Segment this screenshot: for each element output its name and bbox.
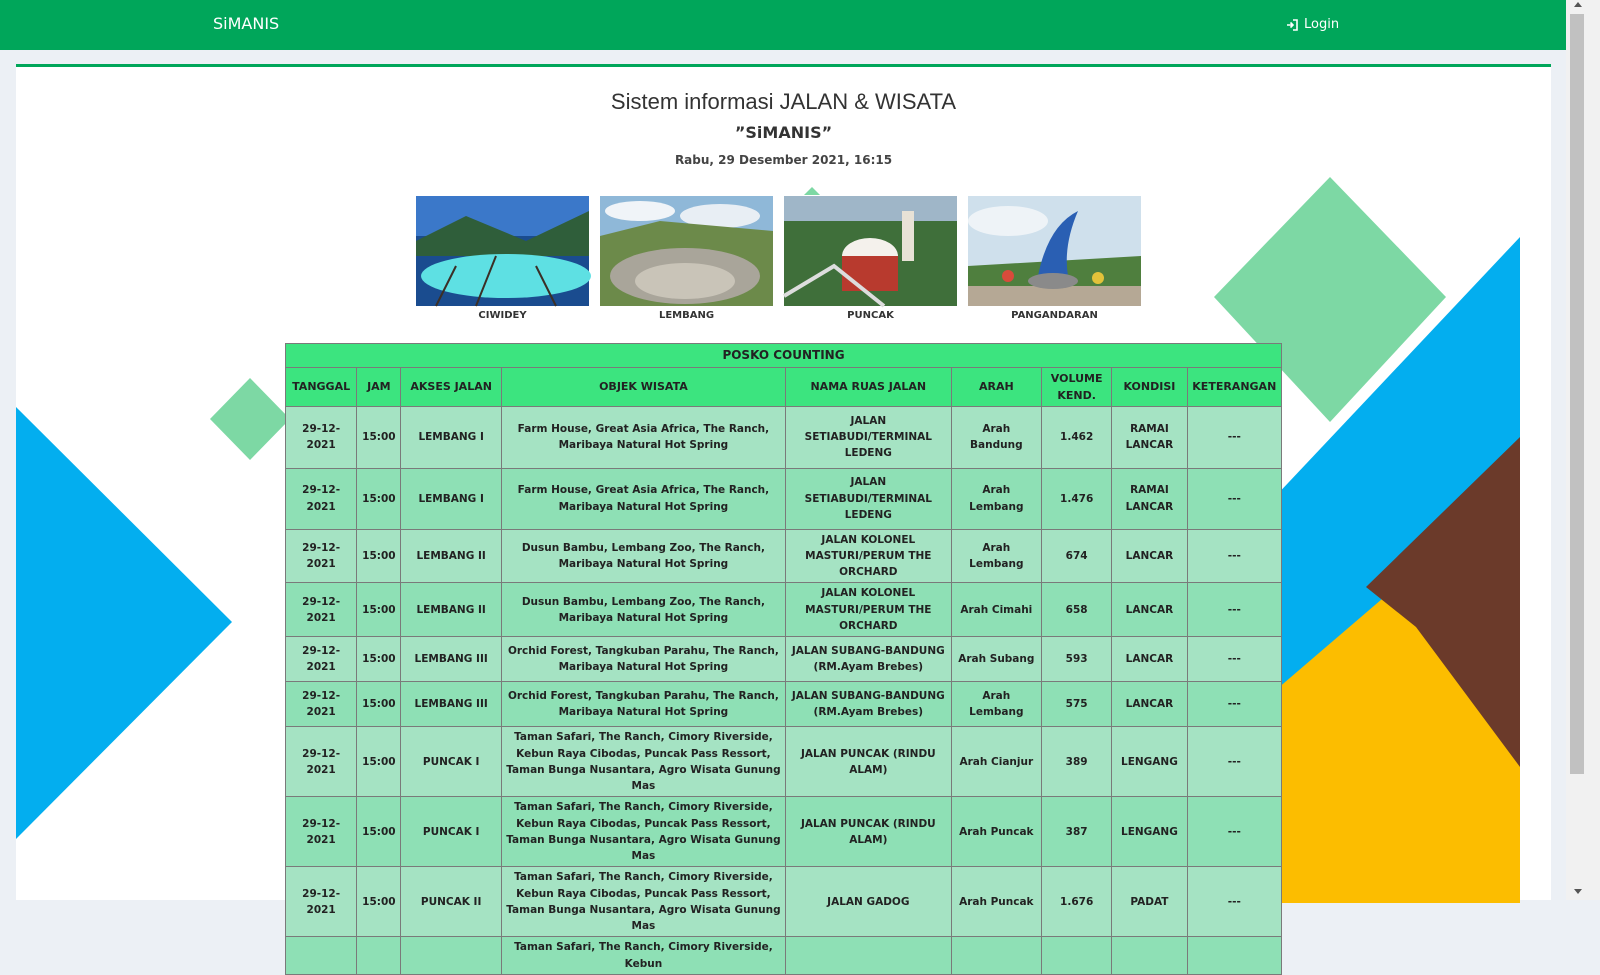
top-navbar	[0, 0, 1566, 50]
cell-nama-ruas-jalan: JALAN SUBANG-BANDUNG (RM.Ayam Brebes)	[785, 682, 951, 727]
cell-kondisi: LANCAR	[1112, 583, 1187, 637]
cell-objek-wisata: Farm House, Great Asia Africa, The Ranch, Maribaya Natural Hot Spring	[501, 468, 785, 529]
col-header-tanggal[interactable]: TANGGAL	[286, 367, 357, 406]
cell-volume: 658	[1042, 583, 1112, 637]
puncak-caption: PUNCAK	[847, 310, 894, 321]
login-label: Login	[1304, 17, 1340, 32]
cell-kondisi: PADAT	[1112, 867, 1187, 937]
lembang-caption: LEMBANG	[658, 310, 715, 321]
cell-tanggal: 29-12-2021	[286, 682, 357, 727]
cell-objek-wisata: Taman Safari, The Ranch, Cimory Riverside, Kebun Raya Cibodas, Puncak Pass Ressort, Taman Bunga Nusantara, Agro Wisata Gunung Mas	[501, 797, 785, 867]
cell-keterangan: ---	[1187, 583, 1281, 637]
destination-card-pangandaran[interactable]	[968, 196, 1141, 321]
cell-akses-jalan: PUNCAK I	[401, 797, 501, 867]
cell-keterangan: ---	[1187, 468, 1281, 529]
green-marker	[804, 187, 820, 195]
table-row	[286, 682, 1282, 727]
table-header-row	[286, 367, 1282, 406]
cell-akses-jalan: LEMBANG III	[401, 637, 501, 682]
destination-card-puncak[interactable]	[784, 196, 957, 321]
cell-volume: 1.476	[1042, 468, 1112, 529]
cell-tanggal: 29-12-2021	[286, 583, 357, 637]
page-title: Sistem informasi JALAN & WISATA	[610, 89, 957, 114]
cell-nama-ruas-jalan: JALAN SUBANG-BANDUNG (RM.Ayam Brebes)	[785, 637, 951, 682]
cell-kondisi: LENGANG	[1112, 797, 1187, 867]
table-row	[286, 583, 1282, 637]
cell-keterangan: ---	[1187, 797, 1281, 867]
posko-counting-table	[285, 343, 1282, 975]
cell-volume: 1.676	[1042, 867, 1112, 937]
cell-arah: Arah Subang	[951, 637, 1041, 682]
cell-volume: 387	[1042, 797, 1112, 867]
cell-nama-ruas-jalan: JALAN KOLONEL MASTURI/PERUM THE ORCHARD	[785, 583, 951, 637]
scroll-down-arrow-icon[interactable]	[1574, 889, 1582, 894]
cell-tanggal: 29-12-2021	[286, 727, 357, 797]
cell-arah: Arah Cimahi	[951, 583, 1041, 637]
cell-objek-wisata: Taman Safari, The Ranch, Cimory Riverside, Kebun	[501, 937, 785, 975]
cell-nama-ruas-jalan: JALAN SETIABUDI/TERMINAL LEDENG	[785, 406, 951, 468]
cell-volume: 575	[1042, 682, 1112, 727]
cell-volume: 674	[1042, 529, 1112, 583]
destination-card-ciwidey[interactable]	[416, 196, 589, 321]
pangandaran-photo[interactable]	[968, 196, 1141, 306]
cell-keterangan: ---	[1187, 727, 1281, 797]
cell-kondisi: RAMAI LANCAR	[1112, 406, 1187, 468]
cell-arah: Arah Cianjur	[951, 727, 1041, 797]
cell-arah	[951, 937, 1041, 975]
cell-nama-ruas-jalan: JALAN KOLONEL MASTURI/PERUM THE ORCHARD	[785, 529, 951, 583]
cell-keterangan: ---	[1187, 682, 1281, 727]
cell-volume	[1042, 937, 1112, 975]
cell-akses-jalan: LEMBANG I	[401, 468, 501, 529]
ciwidey-photo[interactable]	[416, 196, 589, 306]
cell-akses-jalan: PUNCAK II	[401, 867, 501, 937]
cell-jam: 15:00	[357, 637, 401, 682]
col-header-jam[interactable]: JAM	[357, 367, 401, 406]
cell-nama-ruas-jalan	[785, 937, 951, 975]
cell-keterangan: ---	[1187, 637, 1281, 682]
col-header-volume-kend[interactable]: VOLUME KEND.	[1042, 367, 1112, 406]
cell-tanggal: 29-12-2021	[286, 406, 357, 468]
cell-jam	[357, 937, 401, 975]
scrollbar-thumb[interactable]	[1570, 14, 1584, 774]
scroll-up-arrow-icon[interactable]	[1574, 2, 1582, 7]
table-row	[286, 529, 1282, 583]
cell-keterangan: ---	[1187, 529, 1281, 583]
pangandaran-caption: PANGANDARAN	[1011, 310, 1098, 321]
cell-objek-wisata: Dusun Bambu, Lembang Zoo, The Ranch, Maribaya Natural Hot Spring	[501, 583, 785, 637]
cell-kondisi: RAMAI LANCAR	[1112, 468, 1187, 529]
cell-objek-wisata: Orchid Forest, Tangkuban Parahu, The Ranch, Maribaya Natural Hot Spring	[501, 637, 785, 682]
sign-in-icon	[1286, 19, 1298, 31]
cell-nama-ruas-jalan: JALAN PUNCAK (RINDU ALAM)	[785, 797, 951, 867]
cell-akses-jalan: LEMBANG I	[401, 406, 501, 468]
col-header-nama-ruas-jalan[interactable]: NAMA RUAS JALAN	[785, 367, 951, 406]
cell-tanggal: 29-12-2021	[286, 468, 357, 529]
cell-tanggal: 29-12-2021	[286, 637, 357, 682]
cell-arah: Arah Puncak	[951, 797, 1041, 867]
cell-akses-jalan: LEMBANG III	[401, 682, 501, 727]
cell-jam: 15:00	[357, 583, 401, 637]
table-row	[286, 937, 1282, 975]
cell-akses-jalan	[401, 937, 501, 975]
cell-jam: 15:00	[357, 529, 401, 583]
cell-kondisi: LANCAR	[1112, 682, 1187, 727]
cell-tanggal	[286, 937, 357, 975]
table-row	[286, 727, 1282, 797]
cell-akses-jalan: LEMBANG II	[401, 583, 501, 637]
cell-objek-wisata: Farm House, Great Asia Africa, The Ranch, Maribaya Natural Hot Spring	[501, 406, 785, 468]
col-header-arah[interactable]: ARAH	[951, 367, 1041, 406]
table-caption: POSKO COUNTING	[286, 344, 1282, 368]
cell-nama-ruas-jalan: JALAN GADOG	[785, 867, 951, 937]
current-datetime: Rabu, 29 Desember 2021, 16:15	[674, 153, 893, 167]
cell-arah: Arah Lembang	[951, 468, 1041, 529]
cell-arah: Arah Bandung	[951, 406, 1041, 468]
lembang-photo[interactable]	[600, 196, 773, 306]
ciwidey-caption: CIWIDEY	[478, 310, 527, 321]
cell-akses-jalan: LEMBANG II	[401, 529, 501, 583]
cell-keterangan: ---	[1187, 867, 1281, 937]
cell-arah: Arah Puncak	[951, 867, 1041, 937]
blue-triangle-left	[16, 407, 232, 839]
cell-nama-ruas-jalan: JALAN SETIABUDI/TERMINAL LEDENG	[785, 468, 951, 529]
cell-keterangan: ---	[1187, 406, 1281, 468]
green-diamond-small	[210, 378, 290, 460]
cell-jam: 15:00	[357, 727, 401, 797]
cell-objek-wisata: Orchid Forest, Tangkuban Parahu, The Ranch, Maribaya Natural Hot Spring	[501, 682, 785, 727]
cell-jam: 15:00	[357, 797, 401, 867]
puncak-photo[interactable]	[784, 196, 957, 306]
col-header-keterangan[interactable]: KETERANGAN	[1187, 367, 1281, 406]
main-content-box	[16, 64, 1551, 970]
cell-jam: 15:00	[357, 406, 401, 468]
cell-keterangan	[1187, 937, 1281, 975]
col-header-akses-jalan[interactable]: AKSES JALAN	[401, 367, 501, 406]
cell-akses-jalan: PUNCAK I	[401, 727, 501, 797]
cell-jam: 15:00	[357, 867, 401, 937]
cell-jam: 15:00	[357, 468, 401, 529]
table-row	[286, 867, 1282, 937]
cell-tanggal: 29-12-2021	[286, 529, 357, 583]
cell-volume: 389	[1042, 727, 1112, 797]
cell-tanggal: 29-12-2021	[286, 867, 357, 937]
cell-objek-wisata: Taman Safari, The Ranch, Cimory Riverside, Kebun Raya Cibodas, Puncak Pass Ressort, Taman Bunga Nusantara, Agro Wisata Gunung Mas	[501, 727, 785, 797]
page-subtitle: ”SiMANIS”	[734, 123, 833, 142]
destination-card-lembang[interactable]	[600, 196, 773, 321]
cell-objek-wisata: Dusun Bambu, Lembang Zoo, The Ranch, Maribaya Natural Hot Spring	[501, 529, 785, 583]
cell-tanggal: 29-12-2021	[286, 797, 357, 867]
cell-jam: 15:00	[357, 682, 401, 727]
brand-logo[interactable]: SiMANIS	[213, 14, 280, 33]
cell-nama-ruas-jalan: JALAN PUNCAK (RINDU ALAM)	[785, 727, 951, 797]
col-header-objek-wisata[interactable]: OBJEK WISATA	[501, 367, 785, 406]
table-row	[286, 637, 1282, 682]
cell-volume: 1.462	[1042, 406, 1112, 468]
col-header-kondisi[interactable]: KONDISI	[1112, 367, 1187, 406]
cell-arah: Arah Lembang	[951, 529, 1041, 583]
cell-arah: Arah Lembang	[951, 682, 1041, 727]
table-row	[286, 468, 1282, 529]
cell-volume: 593	[1042, 637, 1112, 682]
login-button[interactable]	[1286, 17, 1339, 32]
cell-objek-wisata: Taman Safari, The Ranch, Cimory Riverside, Kebun Raya Cibodas, Puncak Pass Ressort, Taman Bunga Nusantara, Agro Wisata Gunung Mas	[501, 867, 785, 937]
cell-kondisi: LENGANG	[1112, 727, 1187, 797]
cell-kondisi: LANCAR	[1112, 529, 1187, 583]
cell-kondisi	[1112, 937, 1187, 975]
table-row	[286, 797, 1282, 867]
cell-kondisi: LANCAR	[1112, 637, 1187, 682]
table-row	[286, 406, 1282, 468]
